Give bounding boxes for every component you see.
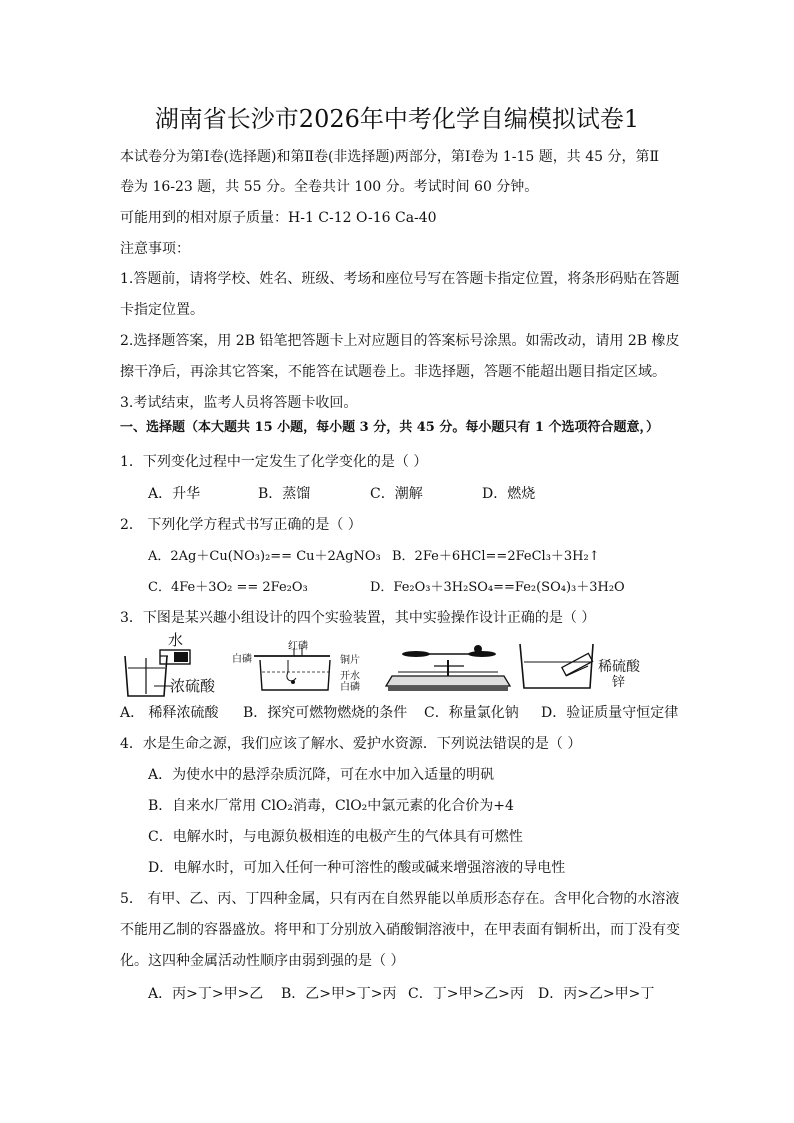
- q4-option-c: C．电解水时，与电源负极相连的电极产生的气体具有可燃性: [148, 829, 523, 845]
- q2-option-a: A．2Ag＋Cu(NO₃)₂== Cu＋2AgNO₃: [148, 549, 381, 564]
- q1-option-c: C．潮解: [370, 486, 423, 502]
- reaction-beaker-diagram: [518, 642, 594, 690]
- note-1-line-1: 1.答题前，请将学校、姓名、班级、考场和座位号写在答题卡指定位置，将条形码贴在答题: [120, 271, 680, 287]
- q3-option-a: A． 稀释浓硫酸: [120, 705, 219, 721]
- q5-stem-line-2: 不能用乙制的容器盛放。将甲和丁分别放入硝酸铜溶液中，在甲表面有铜析出，而丁没有变: [120, 922, 680, 938]
- figure-mass-conservation: [518, 642, 594, 690]
- label-water: 水: [168, 631, 184, 649]
- q5-stem-line-3: 化。这四种金属活动性顺序由弱到强的是（ ）: [120, 953, 405, 969]
- label-concentrated-acid: 浓硫酸: [170, 677, 216, 695]
- figure-balance: [382, 640, 514, 692]
- q5-stem-line-1: 5． 有甲、乙、丙、丁四种金属，只有丙在自然界能以单质形态存在。含甲化合物的水溶液: [120, 891, 680, 907]
- q2-option-d: D．Fe₂O₃＋3H₂SO₄==Fe₂(SO₄)₃＋3H₂O: [370, 580, 625, 595]
- q2-option-c: C．4Fe＋3O₂ == 2Fe₂O₃: [148, 580, 308, 595]
- label-white-phosphorus-2: 白磷: [340, 682, 360, 693]
- q1-option-b: B．蒸馏: [258, 486, 311, 502]
- intro-line-1: 本试卷分为第Ⅰ卷(选择题)和第Ⅱ卷(非选择题)两部分，第Ⅰ卷为 1-15 题，共 45 分，第Ⅱ: [120, 149, 660, 165]
- label-red-phosphorus: 红磷: [288, 641, 308, 652]
- q3-option-c: C．称量氯化钠: [424, 705, 519, 721]
- q4-option-a: A．为使水中的悬浮杂质沉降，可在水中加入适量的明矾: [148, 767, 495, 783]
- note-2-line-2: 擦干净后，再涂其它答案，不能答在试题卷上。非选择题，答题不能超出题目指定区域。: [120, 364, 666, 380]
- q5-option-b: B．乙>甲>丁>丙: [281, 986, 397, 1002]
- q1-stem: 1．下列变化过程中一定发生了化学变化的是（ ）: [120, 454, 428, 470]
- q3-stem: 3．下图是某兴趣小组设计的四个实验装置，其中实验操作设计正确的是（ ）: [120, 610, 596, 626]
- label-dilute-acid: 稀硫酸: [598, 659, 640, 675]
- q2-stem: 2． 下列化学方程式书写正确的是（ ）: [120, 517, 362, 533]
- q3-option-b: B．探究可燃物燃烧的条件: [243, 705, 408, 721]
- q3-option-d: D．验证质量守恒定律: [541, 705, 679, 721]
- q5-option-d: D．丙>乙>甲>丁: [538, 986, 655, 1002]
- label-hot-water: 开水: [340, 671, 360, 682]
- notes-heading: 注意事项：: [120, 241, 190, 257]
- label-white-phosphorus: 白磷: [232, 654, 252, 665]
- q4-stem: 4．水是生命之源，我们应该了解水、爱护水资源．下列说法错误的是（ ）: [120, 736, 582, 752]
- label-zinc: 锌: [612, 675, 626, 690]
- q1-option-d: D．燃烧: [482, 486, 536, 502]
- note-2-line-1: 2.选择题答案，用 2B 铅笔把答题卡上对应题目的答案标号涂黑。如需改动，请用 2B 橡皮: [120, 333, 680, 349]
- q2-option-b: B．2Fe＋6HCl==2FeCl₃＋3H₂↑: [392, 549, 600, 564]
- page-title: 湖南省长沙市2026年中考化学自编模拟试卷1: [154, 105, 640, 133]
- label-copper-sheet: 铜片: [340, 655, 360, 666]
- q4-option-b: B．自来水厂常用 ClO₂消毒，ClO₂中氯元素的化合价为+4: [148, 798, 514, 814]
- intro-line-2: 卷为 16-23 题，共 55 分。全卷共计 100 分。考试时间 60 分钟。: [120, 179, 539, 195]
- q5-option-a: A．丙>丁>甲>乙: [148, 986, 264, 1002]
- section-heading: 一、选择题（本大题共 15 小题，每小题 3 分，共 45 分。每小题只有 1 个选项符合题意，）: [120, 420, 659, 435]
- q1-option-a: A．升华: [148, 486, 201, 502]
- q4-option-d: D．电解水时，可加入任何一种可溶性的酸或碱来增强溶液的导电性: [148, 860, 566, 876]
- q5-option-c: C．丁>甲>乙>丙: [408, 986, 524, 1002]
- atomic-mass-line: 可能用到的相对原子质量：H-1 C-12 O-16 Ca-40: [120, 210, 437, 226]
- note-1-line-2: 卡指定位置。: [120, 302, 204, 318]
- balance-diagram: [382, 640, 514, 692]
- note-3-line: 3.考试结束，监考人员将答题卡收回。: [120, 395, 358, 411]
